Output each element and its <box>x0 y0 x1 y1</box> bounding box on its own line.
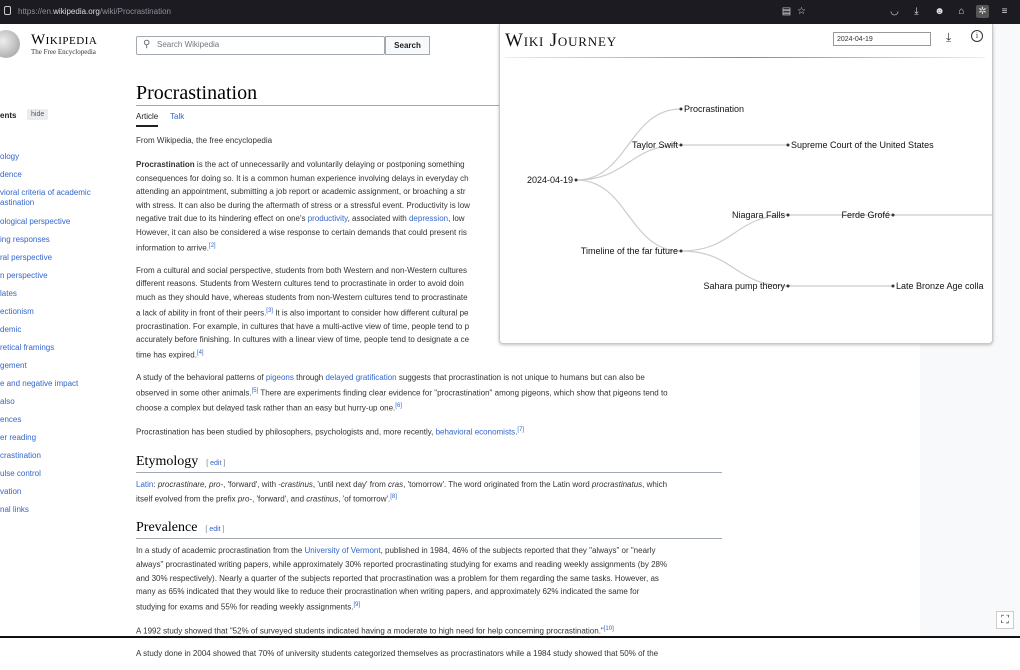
tab-talk[interactable]: Talk <box>170 112 185 121</box>
toc-item[interactable]: ectionism <box>0 307 34 316</box>
text-line <box>136 371 722 385</box>
text: There are experiments finding clear evidence for "procrastination" among pigeons, which show that pigeons tend to <box>258 388 668 398</box>
search-button[interactable]: Search <box>385 36 430 55</box>
text: and 30% respectively). Nearly a quarter of the subjects reported that procrastination was a problem for them regarding the same tasks. However, as <box>136 573 659 583</box>
browser-toolbar <box>0 0 1020 24</box>
wiki-link[interactable]: pigeons <box>265 373 294 383</box>
text: much as they should have, whereas students from non-Western cultures tend to procrastinate <box>136 293 468 302</box>
tree-node-label[interactable]: Taylor Swift <box>631 140 678 150</box>
citation-link[interactable]: [9] <box>353 601 361 608</box>
text: studying for exams and 55% for reading weekly assignments. <box>136 602 354 612</box>
paragraph <box>136 424 722 439</box>
tree-node-label[interactable]: Timeline of the far future <box>580 246 678 256</box>
text: suggests that procrastination is not unique to humans but can also be <box>396 373 645 383</box>
toc-item[interactable]: ological perspective <box>0 217 71 226</box>
toc-item[interactable]: retical framings <box>0 343 55 352</box>
reader-view-icon[interactable]: ▤ <box>781 6 792 17</box>
tree-node-dot[interactable] <box>787 285 790 288</box>
search-icon: ⚲ <box>143 39 151 50</box>
text: , 'forward', and <box>252 494 307 504</box>
fullscreen-icon[interactable]: ⛶ <box>996 611 1014 629</box>
toc-item[interactable]: er reading <box>0 433 37 442</box>
search-input[interactable] <box>157 40 377 49</box>
tree-node-dot[interactable] <box>787 214 790 217</box>
text-line <box>136 647 722 661</box>
text: . <box>515 428 518 438</box>
wikipedia-tagline: The Free Encyclopedia <box>31 48 96 56</box>
page-title: Procrastination <box>136 82 258 104</box>
from-wikipedia-tagline: From Wikipedia, the free encyclopedia <box>136 136 273 145</box>
paragraph <box>136 478 722 507</box>
text: observed in some other animals. <box>136 388 252 398</box>
text: many as 65% indicated that they would like to reduce their procrastination when writing papers, and approximately 62% indicated the same for <box>136 587 640 597</box>
text-line <box>136 572 722 586</box>
tree-node-dot[interactable] <box>575 179 578 182</box>
bold-term: Procrastination <box>136 160 195 169</box>
lock-icon <box>4 6 11 15</box>
wiki-link[interactable]: University of Vermont <box>304 546 381 556</box>
toc-item[interactable]: vation <box>0 487 22 496</box>
text: a lack of ability in front of their peers. <box>136 308 267 318</box>
table-of-contents <box>0 152 118 523</box>
italic-term: procrastinatus <box>591 479 643 489</box>
text-line <box>136 424 722 439</box>
tree-node-dot[interactable] <box>680 108 683 111</box>
text-line <box>136 544 722 558</box>
text: always" procrastinated writing papers, while approximately 30% reported procrastinating studying for exams and reading weekly assignments (by 28% <box>136 560 668 570</box>
edit-link[interactable]: [ edit ] <box>205 526 225 534</box>
text-line <box>136 385 722 400</box>
text-line <box>136 491 722 506</box>
citation-link[interactable]: [3] <box>266 307 273 314</box>
citation-link[interactable]: [10] <box>603 626 614 633</box>
toc-item[interactable]: gement <box>0 361 27 370</box>
section-title: Prevalence <box>136 520 198 536</box>
text-line <box>136 347 722 362</box>
text: From a cultural and social perspective, students from both Western and non-Western cultures <box>136 265 467 275</box>
text: choose a complex but delayed task rather than an easy but hurry-up one. <box>136 403 396 413</box>
text: , low <box>448 214 465 224</box>
edit-link[interactable]: [ edit ] <box>206 459 226 467</box>
toc-item[interactable]: ology <box>0 152 20 161</box>
italic-term: cras <box>388 479 404 489</box>
toc-item[interactable]: also <box>0 397 15 406</box>
wiki-link[interactable]: Latin <box>136 479 154 489</box>
text: attending an appointment, submitting a job report or academic assignment, or broaching a str <box>136 187 466 197</box>
url-prefix: https://en. <box>18 7 54 16</box>
tree-node-dot[interactable] <box>680 144 683 147</box>
wikipedia-globe-logo[interactable] <box>0 30 20 58</box>
toc-item[interactable]: crastination <box>0 451 41 460</box>
search-box[interactable] <box>136 36 385 55</box>
download-icon[interactable]: ⤓ <box>914 6 919 17</box>
text: In a study of academic procrastination from the <box>136 546 305 556</box>
toc-item[interactable]: vioral criteria of academic astination <box>0 188 91 207</box>
text-line <box>136 599 722 614</box>
download-icon[interactable]: ⤓ <box>946 30 952 44</box>
account-icon[interactable]: ☻ <box>934 6 945 17</box>
text-line <box>136 400 722 415</box>
text-line <box>136 585 722 599</box>
text: A study of the behavioral patterns of <box>136 373 266 383</box>
address-bar[interactable] <box>18 7 171 16</box>
text: , 'of tomorrow'. <box>338 494 391 504</box>
text: procrastination. For example, in cultures that have a multi-active view of time, people tend to p <box>136 321 470 331</box>
wiki-journey-extension-icon[interactable]: ✲ <box>976 5 989 18</box>
toc-item[interactable]: demic <box>0 325 22 334</box>
url-domain: wikipedia.org <box>53 7 100 16</box>
text: with stress. It can also be during the aftermath of stress or a stressful event. Productivity is low <box>136 200 470 210</box>
wiki-journey-popup <box>499 24 993 344</box>
wiki-link[interactable]: behavioral economists <box>435 428 516 438</box>
paragraph <box>136 371 722 415</box>
toc-item[interactable]: ral perspective <box>0 253 53 262</box>
citation-link[interactable]: [7] <box>517 427 525 434</box>
pocket-icon[interactable]: ◡ <box>890 6 899 17</box>
wikipedia-wordmark[interactable]: Wikipedia <box>31 32 98 48</box>
url-path: /wiki/Procrastination <box>99 7 171 16</box>
text: , 'until next day' from <box>312 479 389 489</box>
tree-node-label[interactable]: Sahara pump theory <box>703 281 785 291</box>
tree-node-label[interactable]: Late Bronze Age colla <box>896 281 984 291</box>
text: , which <box>642 479 668 489</box>
wiki-link[interactable]: productivity <box>307 214 348 224</box>
toc-item[interactable]: ences <box>0 415 22 424</box>
italic-term: procrastinare, pro- <box>157 479 224 489</box>
paragraph <box>136 647 722 661</box>
citation-link[interactable]: [4] <box>196 350 204 357</box>
citation-link[interactable]: [6] <box>395 403 402 410</box>
section-heading <box>136 454 722 473</box>
tree-node-dot[interactable] <box>892 285 895 288</box>
text: negative trait due to its hindering effect on one's <box>136 214 308 224</box>
text: itself evolved from the prefix <box>136 494 238 504</box>
tree-node-dot[interactable] <box>680 250 683 253</box>
text: However, it can also be considered a wise response to certain demands that could present ris <box>136 227 467 237</box>
citation-link[interactable]: [5] <box>251 387 259 394</box>
text: A study done in 2004 showed that 70% of university students categorized themselves as procrastinators while a 1984 study showed that 50% of the <box>136 649 659 659</box>
wiki-link[interactable]: delayed gratification <box>325 373 397 383</box>
text: through <box>293 373 326 383</box>
text-line <box>136 558 722 572</box>
text: different reasons. Students from Western cultures tend to procrastinate in order to avoid doin <box>136 279 464 289</box>
italic-term: pro- <box>237 494 253 504</box>
wiki-link[interactable]: depression <box>408 214 449 224</box>
journey-tree <box>500 24 993 344</box>
text: Procrastination has been studied by philosophers, psychologists and, more recently, <box>136 428 436 438</box>
text: , associated with <box>347 214 409 224</box>
text: is the act of unnecessarily and voluntarily delaying or postponing something <box>194 160 465 169</box>
toc-item[interactable]: lates <box>0 289 17 298</box>
italic-term: crastinus <box>280 479 313 489</box>
tree-node-dot[interactable] <box>892 214 895 217</box>
toc-item[interactable]: ulse control <box>0 469 41 478</box>
tree-node-label[interactable]: Supreme Court of the United States <box>791 140 934 150</box>
text: information to arrive. <box>136 243 209 253</box>
text: time has expired. <box>136 350 197 360</box>
tree-edge <box>681 215 788 251</box>
section-heading <box>136 520 722 539</box>
text: , 'forward', with - <box>223 479 281 489</box>
tree-node-label[interactable]: Ferde Grofé <box>841 210 890 220</box>
tree-node-dot[interactable] <box>787 144 790 147</box>
text: , 'tomorrow'. The word originated from the Latin word <box>403 479 592 489</box>
extensions-icon[interactable]: ⌂ <box>958 6 965 17</box>
section-title: Etymology <box>136 453 199 469</box>
citation-link[interactable]: [8] <box>390 494 397 501</box>
text: , published in 1984, 46% of the subjects reported that they "always" or "nearly <box>380 546 656 556</box>
menu-icon[interactable]: ≡ <box>1001 6 1008 17</box>
tree-node-label[interactable]: Niagara Falls <box>731 210 785 220</box>
bookmark-star-icon[interactable]: ☆ <box>797 6 806 17</box>
text-line <box>136 478 722 492</box>
text: It is also important to consider how different cultural pe <box>272 308 469 318</box>
contents-heading: ents <box>0 111 17 120</box>
tab-article[interactable]: Article <box>136 112 158 127</box>
toc-item[interactable]: e and negative impact <box>0 379 79 388</box>
info-icon[interactable]: i <box>971 30 983 42</box>
toc-hide-button[interactable]: hide <box>27 109 48 120</box>
tree-node-label[interactable]: Procrastination <box>684 104 745 114</box>
citation-link[interactable]: [2] <box>208 242 216 249</box>
toc-item[interactable]: nal links <box>0 505 29 514</box>
wiki-journey-title: Wiki Journey <box>505 30 617 51</box>
text: consequences for doing so. It is a common human experience involving delays in everyday ch <box>136 173 469 183</box>
paragraph <box>136 544 722 614</box>
tree-node-label[interactable]: 2024-04-19 <box>526 175 573 185</box>
toc-item[interactable]: dence <box>0 170 22 179</box>
toc-item[interactable]: n perspective <box>0 271 48 280</box>
tree-edge <box>576 145 681 180</box>
tree-edge <box>576 180 681 251</box>
text: : <box>153 479 158 489</box>
italic-term: crastinus <box>306 494 339 504</box>
toc-item[interactable]: ing responses <box>0 235 50 244</box>
text: accurately before finishing. In cultures with a linear view of time, people tend to designate a ce <box>136 335 470 345</box>
text: A 1992 study showed that "52% of surveyed students indicated having a moderate to high need for help concerning procrastination." <box>136 626 604 636</box>
